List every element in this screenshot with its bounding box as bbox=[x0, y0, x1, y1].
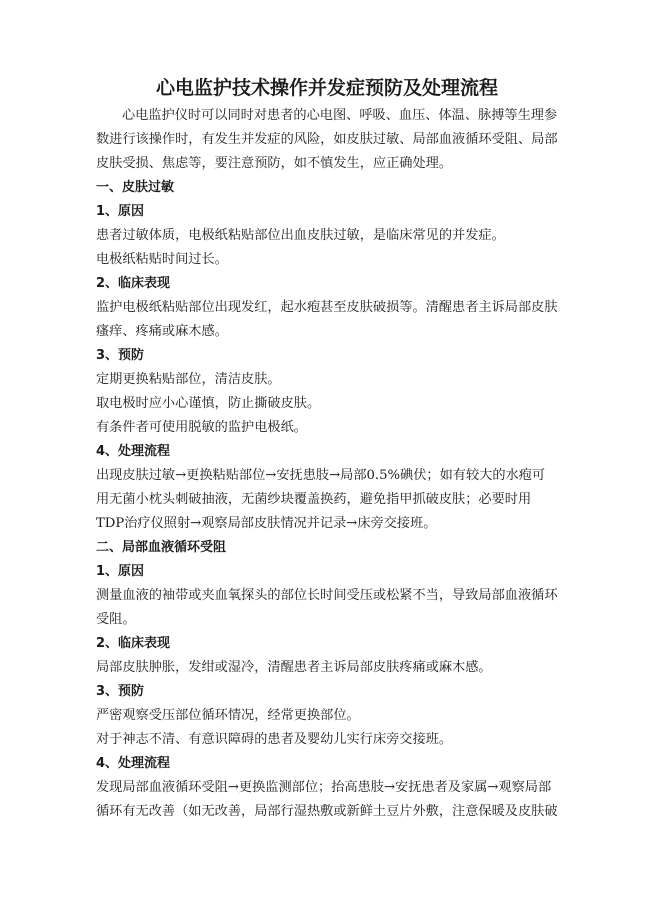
body-line: 患者过敏体质，电极纸粘贴部位出血皮肤过敏，是临床常见的并发症。 bbox=[96, 228, 505, 243]
body-line: 取电极时应小心谨慎，防止撕破皮肤。 bbox=[96, 396, 321, 411]
body-line: 测量血液的袖带或夹血氧探头的部位长时间受压或松紧不当，导致局部血液循环受阻。 bbox=[96, 588, 558, 627]
body-line: 定期更换粘贴部位，清洁皮肤。 bbox=[96, 372, 281, 387]
body-line: 发现局部血液循环受阻→更换监测部位；抬高患肢→安抚患者及家属→观察局部循环有无改善（如无改善，局部行湿热敷或新鲜土豆片外敷，注意保暖及皮肤破 bbox=[96, 780, 558, 819]
intro-paragraph: 心电监护仪时可以同时对患者的心电图、呼吸、血压、体温、脉搏等生理参数进行该操作时，有发生并发症的风险，如皮肤过敏、局部血液循环受阻、局部皮肤受损、焦虑等，要注意预防，如不慎发生，应正确处理。 bbox=[96, 108, 558, 171]
document-title: 心电监护技术操作并发症预防及处理流程 bbox=[155, 77, 498, 99]
body-line: 有条件者可使用脱敏的监护电极纸。 bbox=[96, 420, 307, 435]
subsection-heading: 4、处理流程 bbox=[96, 444, 171, 459]
section-heading: 二、局部血液循环受阻 bbox=[96, 540, 227, 555]
body-line: 监护电极纸粘贴部位出现发红，起水疱甚至皮肤破损等。清醒患者主诉局部皮肤瘙痒、疼痛或麻木感。 bbox=[96, 300, 558, 339]
subsection-heading: 3、预防 bbox=[96, 348, 145, 363]
body-line: 对于神志不清、有意识障碍的患者及婴幼儿实行床旁交接班。 bbox=[96, 732, 453, 747]
subsection-heading: 3、预防 bbox=[96, 684, 145, 699]
section-heading: 一、皮肤过敏 bbox=[96, 180, 175, 195]
subsection-heading: 4、处理流程 bbox=[96, 756, 171, 771]
subsection-heading: 1、原因 bbox=[96, 204, 145, 219]
subsection-heading: 2、临床表现 bbox=[96, 276, 171, 291]
body-line: 出现皮肤过敏→更换粘贴部位→安抚患肢→局部0.5%碘伏；如有较大的水疱可用无菌小枕头刺破抽液，无菌纱块覆盖换药，避免指甲抓破皮肤；必要时用TDP治疗仪照射→观察局部皮肤情况并记录→床旁交接班。 bbox=[96, 468, 546, 531]
body-line: 电极纸粘贴时间过长。 bbox=[96, 252, 228, 267]
subsection-heading: 1、原因 bbox=[96, 564, 145, 579]
body-line: 局部皮肤肿胀，发绀或湿冷，清醒患者主诉局部皮肤疼痛或麻木感。 bbox=[96, 660, 492, 675]
subsection-heading: 2、临床表现 bbox=[96, 636, 171, 651]
body-line: 严密观察受压部位循环情况，经常更换部位。 bbox=[96, 708, 360, 723]
document-body bbox=[96, 104, 558, 824]
